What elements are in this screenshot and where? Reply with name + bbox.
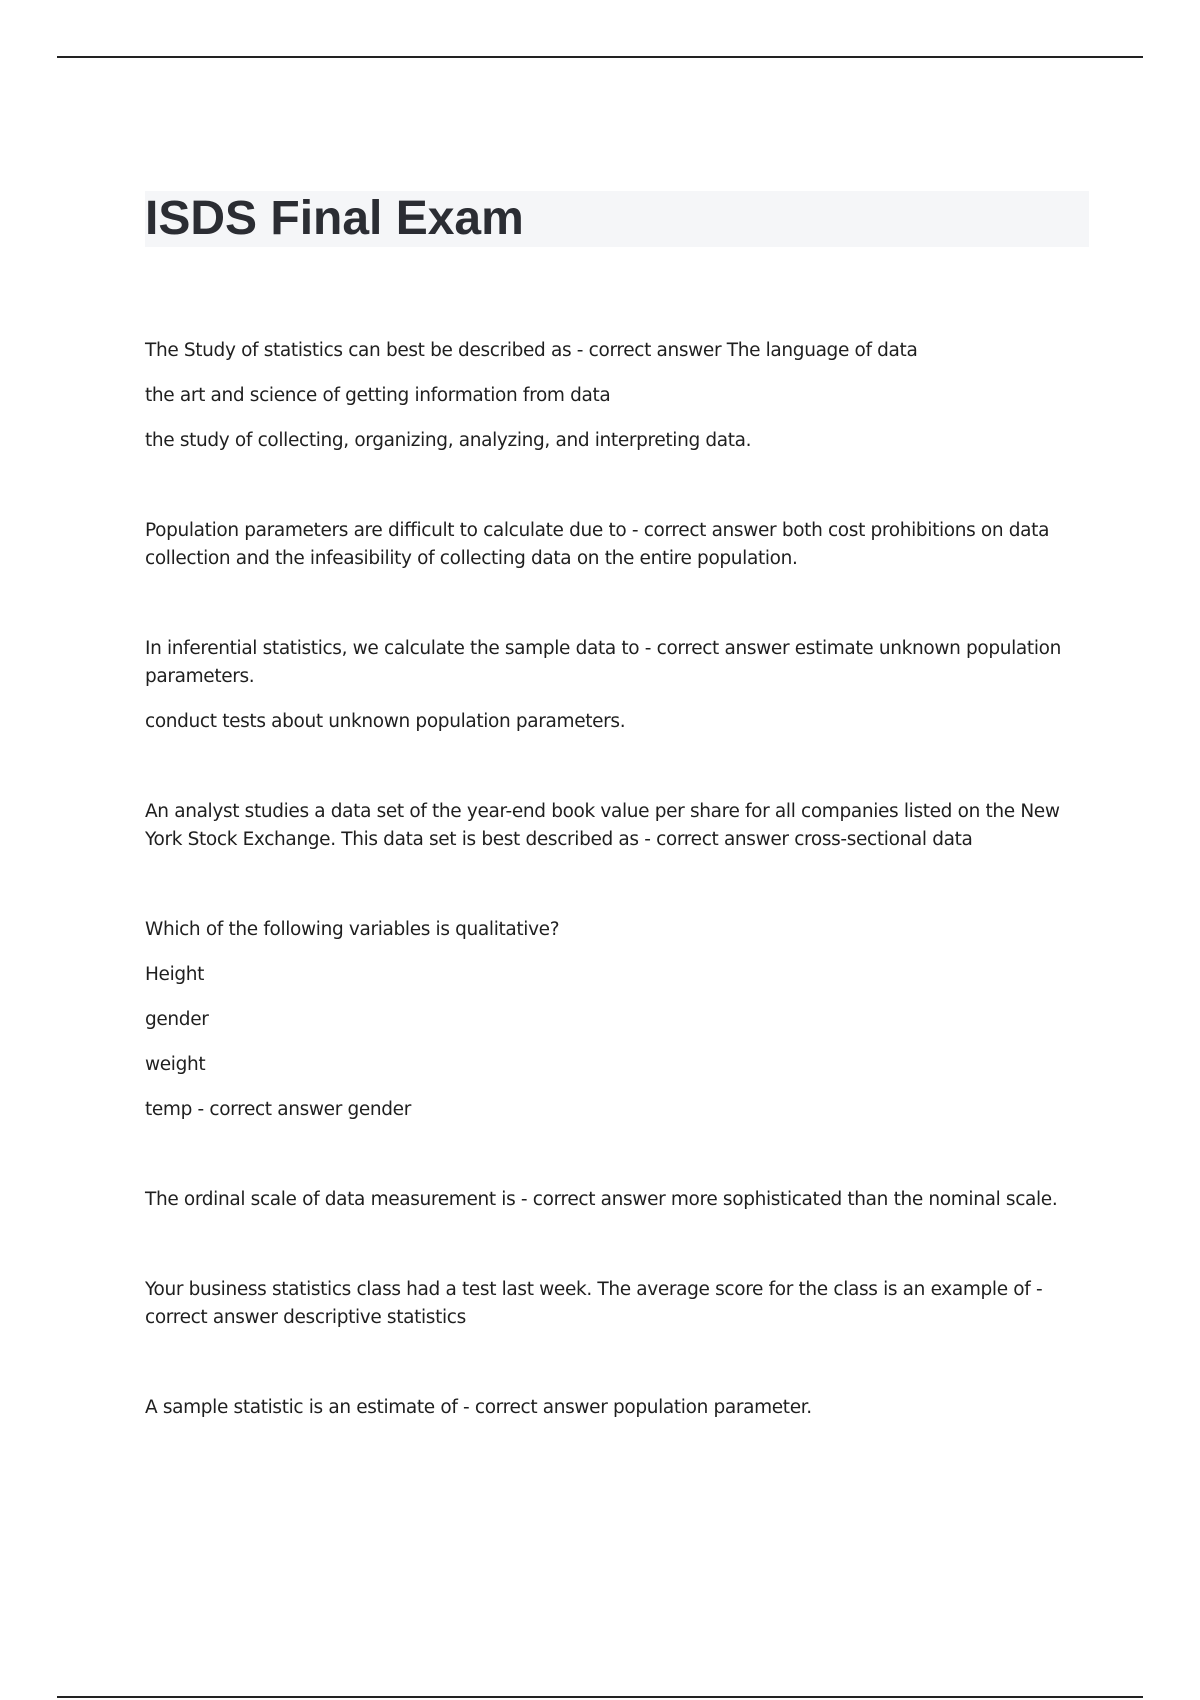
qa-line: the study of collecting, organizing, analyzing, and interpreting data. <box>145 430 752 451</box>
qa-block <box>145 1394 1085 1422</box>
qa-block <box>145 916 1085 1124</box>
qa-line: Population parameters are difficult to calculate due to - correct answer both cost prohibitions on data collection and the infeasibility of collecting data on the entire population. <box>145 520 1050 569</box>
qa-line: conduct tests about unknown population parameters. <box>145 711 626 732</box>
qa-block <box>145 337 1085 455</box>
qa-line: Height <box>145 964 205 985</box>
qa-line: The Study of statistics can best be described as - correct answer The language of data <box>145 340 918 361</box>
qa-line: The ordinal scale of data measurement is - correct answer more sophisticated than the nominal scale. <box>145 1189 1058 1210</box>
qa-block <box>145 798 1085 854</box>
page-title: ISDS Final Exam <box>145 192 524 245</box>
qa-line: In inferential statistics, we calculate the sample data to - correct answer estimate unknown population parameters. <box>145 638 1061 687</box>
qa-block <box>145 517 1085 573</box>
bottom-rule <box>57 1696 1143 1698</box>
qa-line: weight <box>145 1054 206 1075</box>
qa-block <box>145 1186 1085 1214</box>
qa-line: A sample statistic is an estimate of - correct answer population parameter. <box>145 1397 812 1418</box>
qa-block <box>145 1276 1085 1332</box>
qa-block <box>145 635 1085 736</box>
qa-line: Which of the following variables is qualitative? <box>145 919 560 940</box>
qa-line: Your business statistics class had a test last week. The average score for the class is an example of - correct answer descriptive statistics <box>145 1279 1043 1328</box>
qa-line: gender <box>145 1009 209 1030</box>
qa-line: An analyst studies a data set of the year-end book value per share for all companies listed on the New York Stock Exchange. This data set is best described as - correct answer cross-sectional data <box>145 801 1060 850</box>
qa-line: temp - correct answer gender <box>145 1099 411 1120</box>
top-rule <box>57 56 1143 58</box>
qa-line: the art and science of getting information from data <box>145 385 611 406</box>
qa-content <box>145 337 1085 1484</box>
